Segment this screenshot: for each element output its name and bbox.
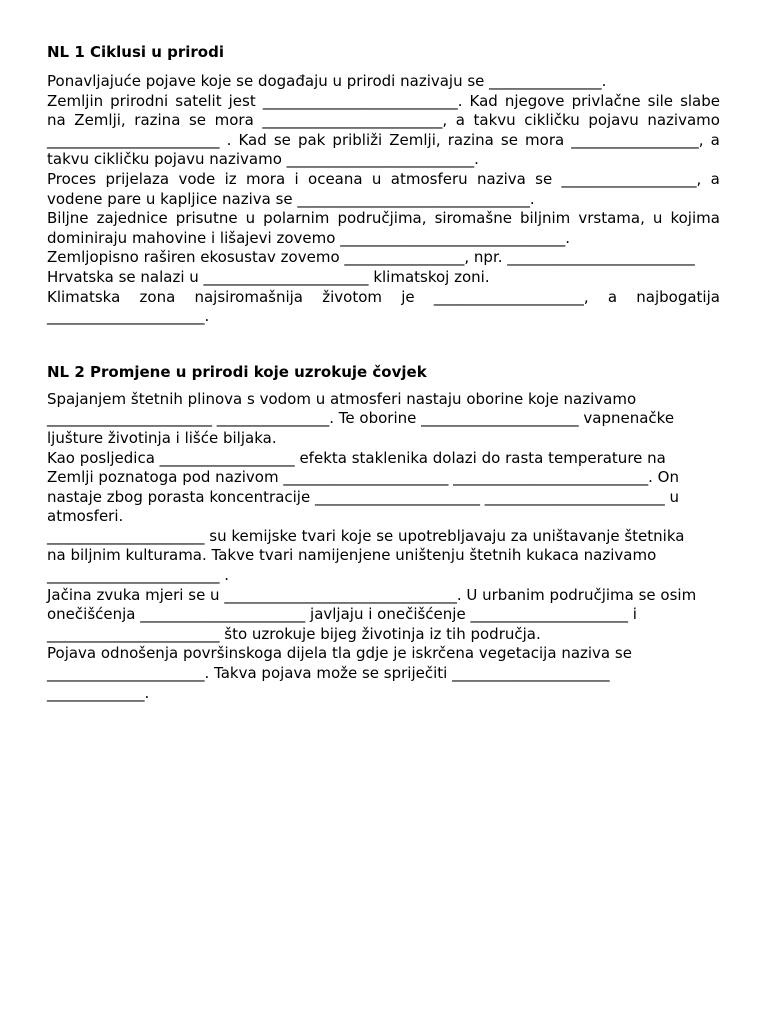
word: u xyxy=(245,209,256,228)
word: a xyxy=(455,111,465,130)
word: se xyxy=(188,111,207,130)
text-line: ______________________ _______________. Te oborine _____________________ vapnenačke xyxy=(47,409,675,428)
text-line: takvu cikličku pojavu nazivamo _________________________. xyxy=(47,150,479,169)
text-line: nastaje zbog porasta koncentracije ______________________ ________________________ u xyxy=(47,487,680,506)
word: mora xyxy=(214,111,254,130)
word: Zemlji, xyxy=(389,130,441,149)
word: Klimatska xyxy=(47,287,121,306)
word: na xyxy=(47,111,66,130)
word: pak xyxy=(297,130,326,149)
text-line: Ponavljajuće pojave koje se događaju u prirodi nazivaju se _______________. xyxy=(47,72,607,90)
word: prirodni xyxy=(110,91,169,110)
text-line: _____________________. xyxy=(47,307,210,326)
text-line xyxy=(47,288,720,308)
text-line xyxy=(47,131,720,151)
word: iz xyxy=(224,169,237,188)
word: Proces xyxy=(47,169,97,188)
word: zona xyxy=(139,287,176,306)
text-line: _____________________. Takva pojava može se spriječiti _____________________ xyxy=(47,664,610,683)
text-line: Kao posljedica __________________ efekta staklenika dolazi do rasta temperature na xyxy=(47,448,666,467)
word: __________________, xyxy=(561,169,702,188)
word: _______________________ xyxy=(47,130,220,149)
text-line: atmosferi. xyxy=(47,507,124,526)
word: oceana xyxy=(308,169,363,188)
text-line: na biljnim kulturama. Takve tvari namijenjene uništenju štetnih kukaca nazivamo xyxy=(47,546,657,565)
word: Kad xyxy=(238,130,267,149)
text-line: _______________________ što uzrokuje bijeg životinja iz tih područja. xyxy=(47,624,541,643)
text-line: _____________. xyxy=(47,683,150,702)
word: slabe xyxy=(680,91,720,110)
word: zajednice xyxy=(96,209,168,228)
word: njegove xyxy=(504,91,565,110)
section-2-title: NL 2 Promjene u prirodi koje uzrokuje čovjek xyxy=(47,362,427,381)
word: a xyxy=(710,169,720,188)
word: prijelaza xyxy=(105,169,170,188)
word: u xyxy=(371,169,382,188)
word: atmosferu xyxy=(390,169,468,188)
text-line: Zemlji poznatoga pod nazivom ______________________ __________________________. On xyxy=(47,468,679,487)
word: ________________________, xyxy=(262,111,448,130)
word: satelit xyxy=(175,91,222,110)
word: . xyxy=(226,130,232,149)
word: se xyxy=(500,130,518,149)
word: Kad xyxy=(469,91,498,110)
word: razina xyxy=(447,130,494,149)
text-line: Hrvatska se nalazi u ______________________ klimatskoj zoni. xyxy=(47,267,490,286)
worksheet-page xyxy=(47,42,720,703)
text-line xyxy=(47,170,720,190)
text-line: _______________________ . xyxy=(47,566,230,585)
word: mora xyxy=(246,169,286,188)
word: kojima xyxy=(670,209,720,228)
word: mora xyxy=(525,130,565,149)
word: Zemlji, xyxy=(74,111,126,130)
text-line: vodene pare u kapljice naziva se _______________________________. xyxy=(47,189,535,208)
text-line: _____________________ su kemijske tvari koje se upotrebljavaju za uništavanje štetnika xyxy=(47,526,685,545)
word: cikličku xyxy=(524,111,580,130)
text-line: onečišćenja ______________________ javljaju i onečišćenje _____________________ i xyxy=(47,605,637,624)
word: se xyxy=(535,169,553,188)
word: __________________________. xyxy=(262,91,463,110)
word: Zemljin xyxy=(47,91,104,110)
word: životom xyxy=(322,287,382,306)
word: nazivamo xyxy=(647,111,720,130)
word: najbogatija xyxy=(636,287,720,306)
word: _________________, xyxy=(571,130,704,149)
word: prisutne xyxy=(175,209,238,228)
word: naziva xyxy=(477,169,526,188)
word: takvu xyxy=(473,111,516,130)
word: približi xyxy=(332,130,383,149)
text-line: Jačina zvuka mjeri se u _______________________________. U urbanim područjima se osim xyxy=(47,585,697,604)
word: jest xyxy=(228,91,256,110)
word: polarnim xyxy=(263,209,330,228)
word: u xyxy=(652,209,663,228)
section-2-body xyxy=(47,390,720,704)
section-1-body xyxy=(47,72,720,327)
word: najsiromašnija xyxy=(194,287,303,306)
section-1-title: NL 1 Ciklusi u prirodi xyxy=(47,43,224,61)
word: a xyxy=(607,287,618,306)
word: i xyxy=(294,169,299,188)
word: je xyxy=(401,287,415,306)
text-line: Spajanjem štetnih plinova s vodom u atmosferi nastaju oborine koje nazivamo xyxy=(47,389,637,408)
word: siromašne xyxy=(434,209,512,228)
text-line: dominiraju mahovine i lišajevi zovemo ______________________________. xyxy=(47,228,570,247)
word: privlačne xyxy=(571,91,641,110)
text-line: ljušture životinja i lišće biljaka. xyxy=(47,428,277,447)
word: sile xyxy=(647,91,674,110)
word: ____________________, xyxy=(433,287,589,306)
text-line: Zemljopisno raširen ekosustav zovemo ________________, npr. _________________________ xyxy=(47,248,695,267)
word: područjima, xyxy=(337,209,427,228)
word: biljnim xyxy=(519,209,571,228)
word: a xyxy=(710,130,720,149)
word: razina xyxy=(134,111,181,130)
text-line xyxy=(47,92,720,112)
text-line xyxy=(47,209,720,229)
word: vrstama, xyxy=(578,209,645,228)
word: vode xyxy=(178,169,216,188)
word: Biljne xyxy=(47,209,89,228)
text-line xyxy=(47,111,720,131)
word: pojavu xyxy=(588,111,639,130)
word: se xyxy=(273,130,291,149)
text-line: Pojava odnošenja površinskoga dijela tla gdje je iskrčena vegetacija naziva se xyxy=(47,644,632,663)
